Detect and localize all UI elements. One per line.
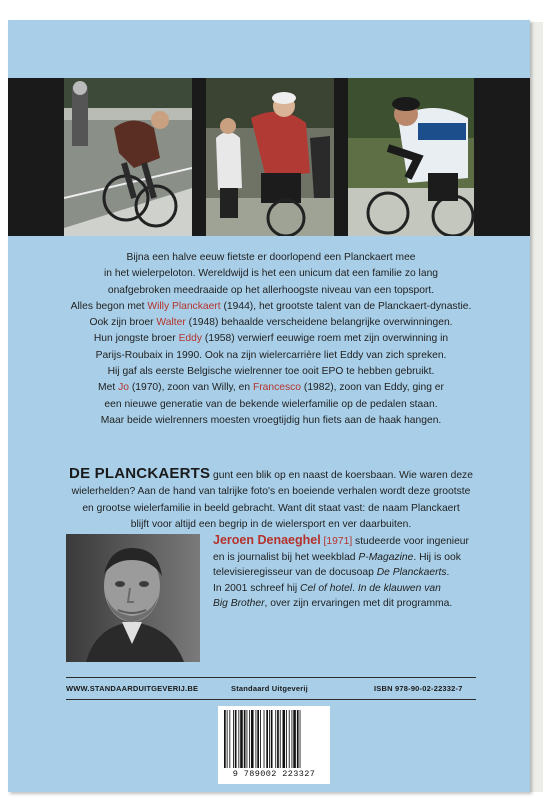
cyclist-photo-1 <box>64 78 192 236</box>
text-fragment: (1948) behaalde verscheidene belangrijke overwinningen. <box>185 317 453 329</box>
main-paragraph <box>48 466 494 533</box>
isbn-number: ISBN 978-90-02-22332-7 <box>374 684 463 693</box>
author-year: [1971] <box>320 536 353 547</box>
intro-line: een nieuwe generatie van de bekende wielerfamilie op de pedalen staan. <box>104 398 438 410</box>
text-fragment: Alles begon met <box>70 300 148 312</box>
text-fragment: (1982), zoon van Eddy, ging er <box>301 382 444 394</box>
docusoap-title: De Planckaerts <box>376 567 447 578</box>
barcode-number: 9 789002 223327 <box>232 769 316 779</box>
main-line: en grootse wielerfamilie in beeld gebracht. Want dit staat vast: de naam Planckaert <box>82 502 460 514</box>
text-fragment: . <box>352 582 358 594</box>
intro-line: Maar beide wielrenners moesten vroegtijdig hun fiets aan de haak hangen. <box>100 414 442 426</box>
intro-line: Hij gaf als eerste Belgische wielrenner toe ooit EPO te hebben gebruikt. <box>107 366 435 378</box>
name-jo: Jo <box>118 382 129 394</box>
bio-line <box>213 596 503 612</box>
text-fragment: gunt een blik op en naast de koersbaan. Wie waren deze <box>210 470 473 481</box>
text-fragment: In 2001 schreef hij <box>213 582 301 594</box>
barcode-bars <box>224 710 324 768</box>
website-link[interactable]: WWW.STANDAARDUITGEVERIJ.BE <box>66 684 199 693</box>
book-title-klauwen: In de klauwen van <box>357 582 441 594</box>
book-page-edge <box>530 22 543 792</box>
intro-line: Bijna een halve eeuw fietste er doorlopend een Planckaert mee <box>126 252 416 263</box>
author-bio <box>213 533 503 612</box>
text-fragment: (1958) verwierf eeuwige roem met zijn overwinning in <box>202 333 449 345</box>
book-title-klauwen-end: Big Brother <box>213 598 265 609</box>
main-line <box>48 466 494 484</box>
footer-divider-bottom <box>66 699 476 700</box>
bio-line <box>213 581 503 597</box>
text-fragment: Ook zijn broer <box>89 317 157 329</box>
text-fragment: en is journalist bij het weekblad <box>213 551 359 563</box>
name-eddy: Eddy <box>178 333 203 345</box>
main-line: blijft voor altijd een begrip in de wielersport en ver daarbuiten. <box>130 518 412 530</box>
book-back-cover <box>8 20 530 792</box>
intro-paragraph <box>48 250 494 429</box>
intro-line <box>48 331 494 347</box>
intro-line <box>48 299 494 315</box>
intro-line: onafgebroken meedraaide op het allerhoogste niveau van een topsport. <box>107 284 435 296</box>
text-fragment: , over zijn ervaringen met dit programma. <box>264 598 453 609</box>
text-fragment: studeerde voor ingenieur <box>352 536 469 547</box>
text-fragment: . Hij is ook <box>413 551 461 563</box>
author-photo <box>66 534 200 662</box>
footer-divider-top <box>66 677 476 678</box>
barcode <box>218 706 330 784</box>
bio-line <box>213 533 503 550</box>
publisher-name: Standaard Uitgeverij <box>231 684 308 693</box>
cyclist-photo-2 <box>206 78 334 236</box>
bio-line <box>213 550 503 566</box>
intro-line: Parijs-Roubaix in 1990. Ook na zijn wielercarrière liet Eddy van zich spreken. <box>95 349 447 361</box>
magazine-title: P-Magazine <box>358 551 414 563</box>
text-fragment: (1970), zoon van Willy, en <box>128 382 253 394</box>
intro-line <box>48 315 494 331</box>
main-line: wielerhelden? Aan de hand van talrijke foto's en boeiende verhalen wordt deze grootste <box>71 486 471 498</box>
text-fragment: Met <box>98 382 119 394</box>
cyclist-photo-3 <box>348 78 474 236</box>
name-francesco: Francesco <box>252 382 302 394</box>
intro-line <box>48 380 494 396</box>
name-willy: Willy Planckaert <box>147 300 221 312</box>
bio-line <box>213 565 503 581</box>
text-fragment: . <box>446 567 450 578</box>
author-name: Jeroen Denaeghel <box>213 533 321 547</box>
text-fragment: Hun jongste broer <box>93 333 179 345</box>
photo-strip <box>8 78 530 236</box>
book-title: DE PLANCKAERTS <box>69 465 211 482</box>
text-fragment: televisieregisseur van de docusoap <box>213 567 377 578</box>
intro-line: in het wielerpeloton. Wereldwijd is het een unicum dat een familie zo lang <box>103 268 439 280</box>
book-title-cel: Cel of hotel <box>300 582 353 594</box>
name-walter: Walter <box>156 317 186 329</box>
text-fragment: (1944), het grootste talent van de Planckaert-dynastie. <box>220 300 472 312</box>
